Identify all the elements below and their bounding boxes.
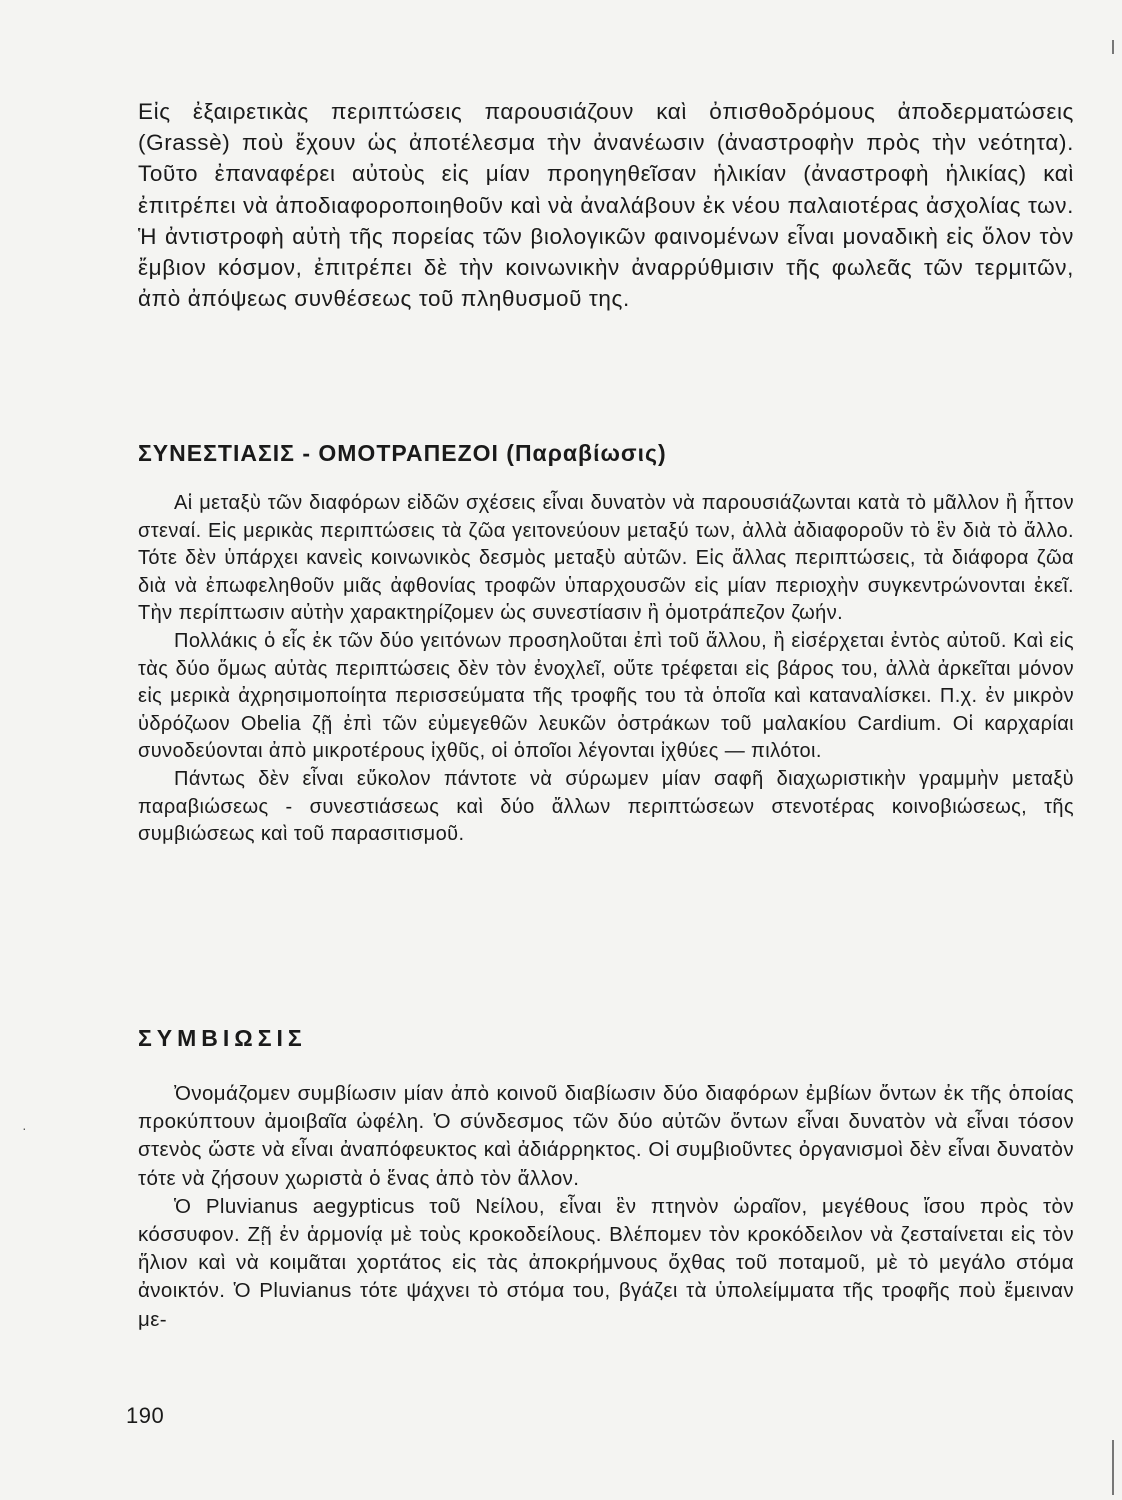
scan-speck: · — [22, 1120, 27, 1136]
page-number: 190 — [126, 1403, 165, 1428]
scan-edge-mark — [1112, 40, 1114, 54]
symbiosis-section — [138, 1080, 1074, 1334]
paragraph: Αἱ μεταξὺ τῶν διαφόρων εἰδῶν σχέσεις εἶναι δυνατὸν νὰ παρουσιάζωνται κατὰ τὸ μᾶλλον ἢ ἧττον στεναί. Εἰς μερικὰς περιπτώσεις τὰ ζῶα γειτονεύουν μεταξύ των, ἀλλὰ ἀδιαφοροῦν τὸ ἓν διὰ τὸ ἄλλο. Τότε δὲν ὑπάρχει κανεὶς κοινωνικὸς δεσμὸς μεταξὺ αὐτῶν. Εἰς ἄλλας περιπτώσεις, τὰ διάφορα ζῶα διὰ νὰ ἐπωφεληθοῦν μιᾶς ἀφθονίας τροφῶν ὑπαρχουσῶν εἰς μίαν περιοχὴν συγκεντρώνονται ἐκεῖ. Τὴν περίπτωσιν αὐτὴν χαρακτηρίζομεν ὡς συνεστίασιν ἢ ὁμοτράπεζον ζωήν. — [138, 492, 1074, 625]
paragraph: Ὁ Pluvianus aegypticus τοῦ Νείλου, εἶναι ἓν πτηνὸν ὡραῖον, μεγέθους ἴσου πρὸς τὸν κόσσυφον. Ζῇ ἐν ἁρμονίᾳ μὲ τοὺς κροκοδείλους. Βλέπομεν τὸν κροκόδειλον νὰ ζεσταίνεται εἰς τὸν ἥλιον καὶ νὰ κοιμᾶται χορτάτος εἰς τὰς ἀποκρήμνους ὄχθας τοῦ ποταμοῦ, μὲ τὸ μεγάλο στόμα ἀνοικτόν. Ὁ Pluvianus τότε ψάχνει τὸ στόμα του, βγάζει τὰ ὑπολείμματα τῆς τροφῆς ποὺ ἔμειναν με- — [138, 1194, 1074, 1331]
paragraph: Πάντως δὲν εἶναι εὔκολον πάντοτε νὰ σύρωμεν μίαν σαφῆ διαχωριστικὴν γραμμὴν μεταξὺ παραβιώσεως - συνεστιάσεως καὶ δύο ἄλλων περιπτώσεων στενοτέρας κοινοβιώσεως, τῆς συμβιώσεως καὶ τοῦ παρασιτισμοῦ. — [138, 767, 1074, 846]
scan-edge-mark — [1112, 1440, 1114, 1495]
paragraph: Ὀνομάζομεν συμβίωσιν μίαν ἀπὸ κοινοῦ διαβίωσιν δύο διαφόρων ἐμβίων ὄντων ἐκ τῆς ὁποίας προκύπτουν ἀμοιβαῖα ὠφέλη. Ὁ σύνδεσμος τῶν δύο αὐτῶν ὄντων εἶναι δυνατὸν νὰ εἶναι τόσον στενὸς ὥστε νὰ εἶναι ἀναπόφευκτος καὶ ἀδιάρρηκτος. Οἱ συμβιοῦντες ὀργανισμοὶ δὲν εἶναι δυνατὸν τότε νὰ ζήσουν χωριστὰ ὁ ἕνας ἀπὸ τὸν ἄλλον. — [138, 1082, 1074, 1190]
intro-section — [138, 96, 1074, 314]
paragraph: Εἰς ἐξαιρετικὰς περιπτώσεις παρουσιάζουν καὶ ὀπισθοδρόμους ἀποδερματώσεις (Grassè) ποὺ ἔχουν ὡς ἀποτέλεσμα τὴν ἀνανέωσιν (ἀναστροφὴν πρὸς τὴν νεότητα). Τοῦτο ἐπαναφέρει αὐτοὺς εἰς μίαν προηγηθεῖσαν ἡλικίαν (ἀναστροφὴ ἡλικίας) καὶ ἐπιτρέπει νὰ ἀποδιαφοροποιηθοῦν καὶ νὰ ἀναλάβουν ἐκ νέου παλαιοτέρας ἀσχολίας των. Ἡ ἀντιστροφὴ αὐτὴ τῆς πορείας τῶν βιολογικῶν φαινομένων εἶναι μοναδικὴ εἰς ὅλον τὸν ἔμβιον κόσμον, ἐπιτρέπει δὲ τὴν κοινωνικὴν ἀναρρύθμισιν τῆς φωλεᾶς τῶν τερμιτῶν, ἀπὸ ἀπόψεως συνθέσεως τοῦ πληθυσμοῦ της. — [138, 99, 1074, 312]
synestiasis-section — [138, 490, 1074, 849]
section-heading: ΣΥΝΕΣΤΙΑΣΙΣ - ΟΜΟΤΡΑΠΕΖΟΙ (Παραβίωσις) — [138, 440, 667, 466]
section-heading: ΣΥΜΒΙΩΣΙΣ — [138, 1025, 307, 1051]
paragraph: Πολλάκις ὁ εἷς ἐκ τῶν δύο γειτόνων προσηλοῦται ἐπὶ τοῦ ἄλλου, ἢ εἰσέρχεται ἐντὸς αὐτοῦ. Καὶ εἰς τὰς δύο ὅμως αὐτὰς περιπτώσεις δὲν τὸν ἐνοχλεῖ, οὔτε τρέφεται εἰς βάρος του, ἀλλὰ ἀρκεῖται μόνον εἰς μερικὰ ἀχρησιμοποίητα περισσεύματα τῆς τροφῆς του τὰ ὁποῖα καὶ καταναλίσκει. Π.χ. ἐν μικρὸν ὑδρόζωον Obelia ζῇ ἐπὶ τῶν εὐμεγεθῶν λευκῶν ὀστράκων τοῦ μαλακίου Cardium. Οἱ καρχαρίαι συνοδεύονται ἀπὸ μικροτέρους ἰχθῦς, οἱ ὁποῖοι λέγονται ἰχθύες — πιλότοι. — [138, 629, 1074, 763]
